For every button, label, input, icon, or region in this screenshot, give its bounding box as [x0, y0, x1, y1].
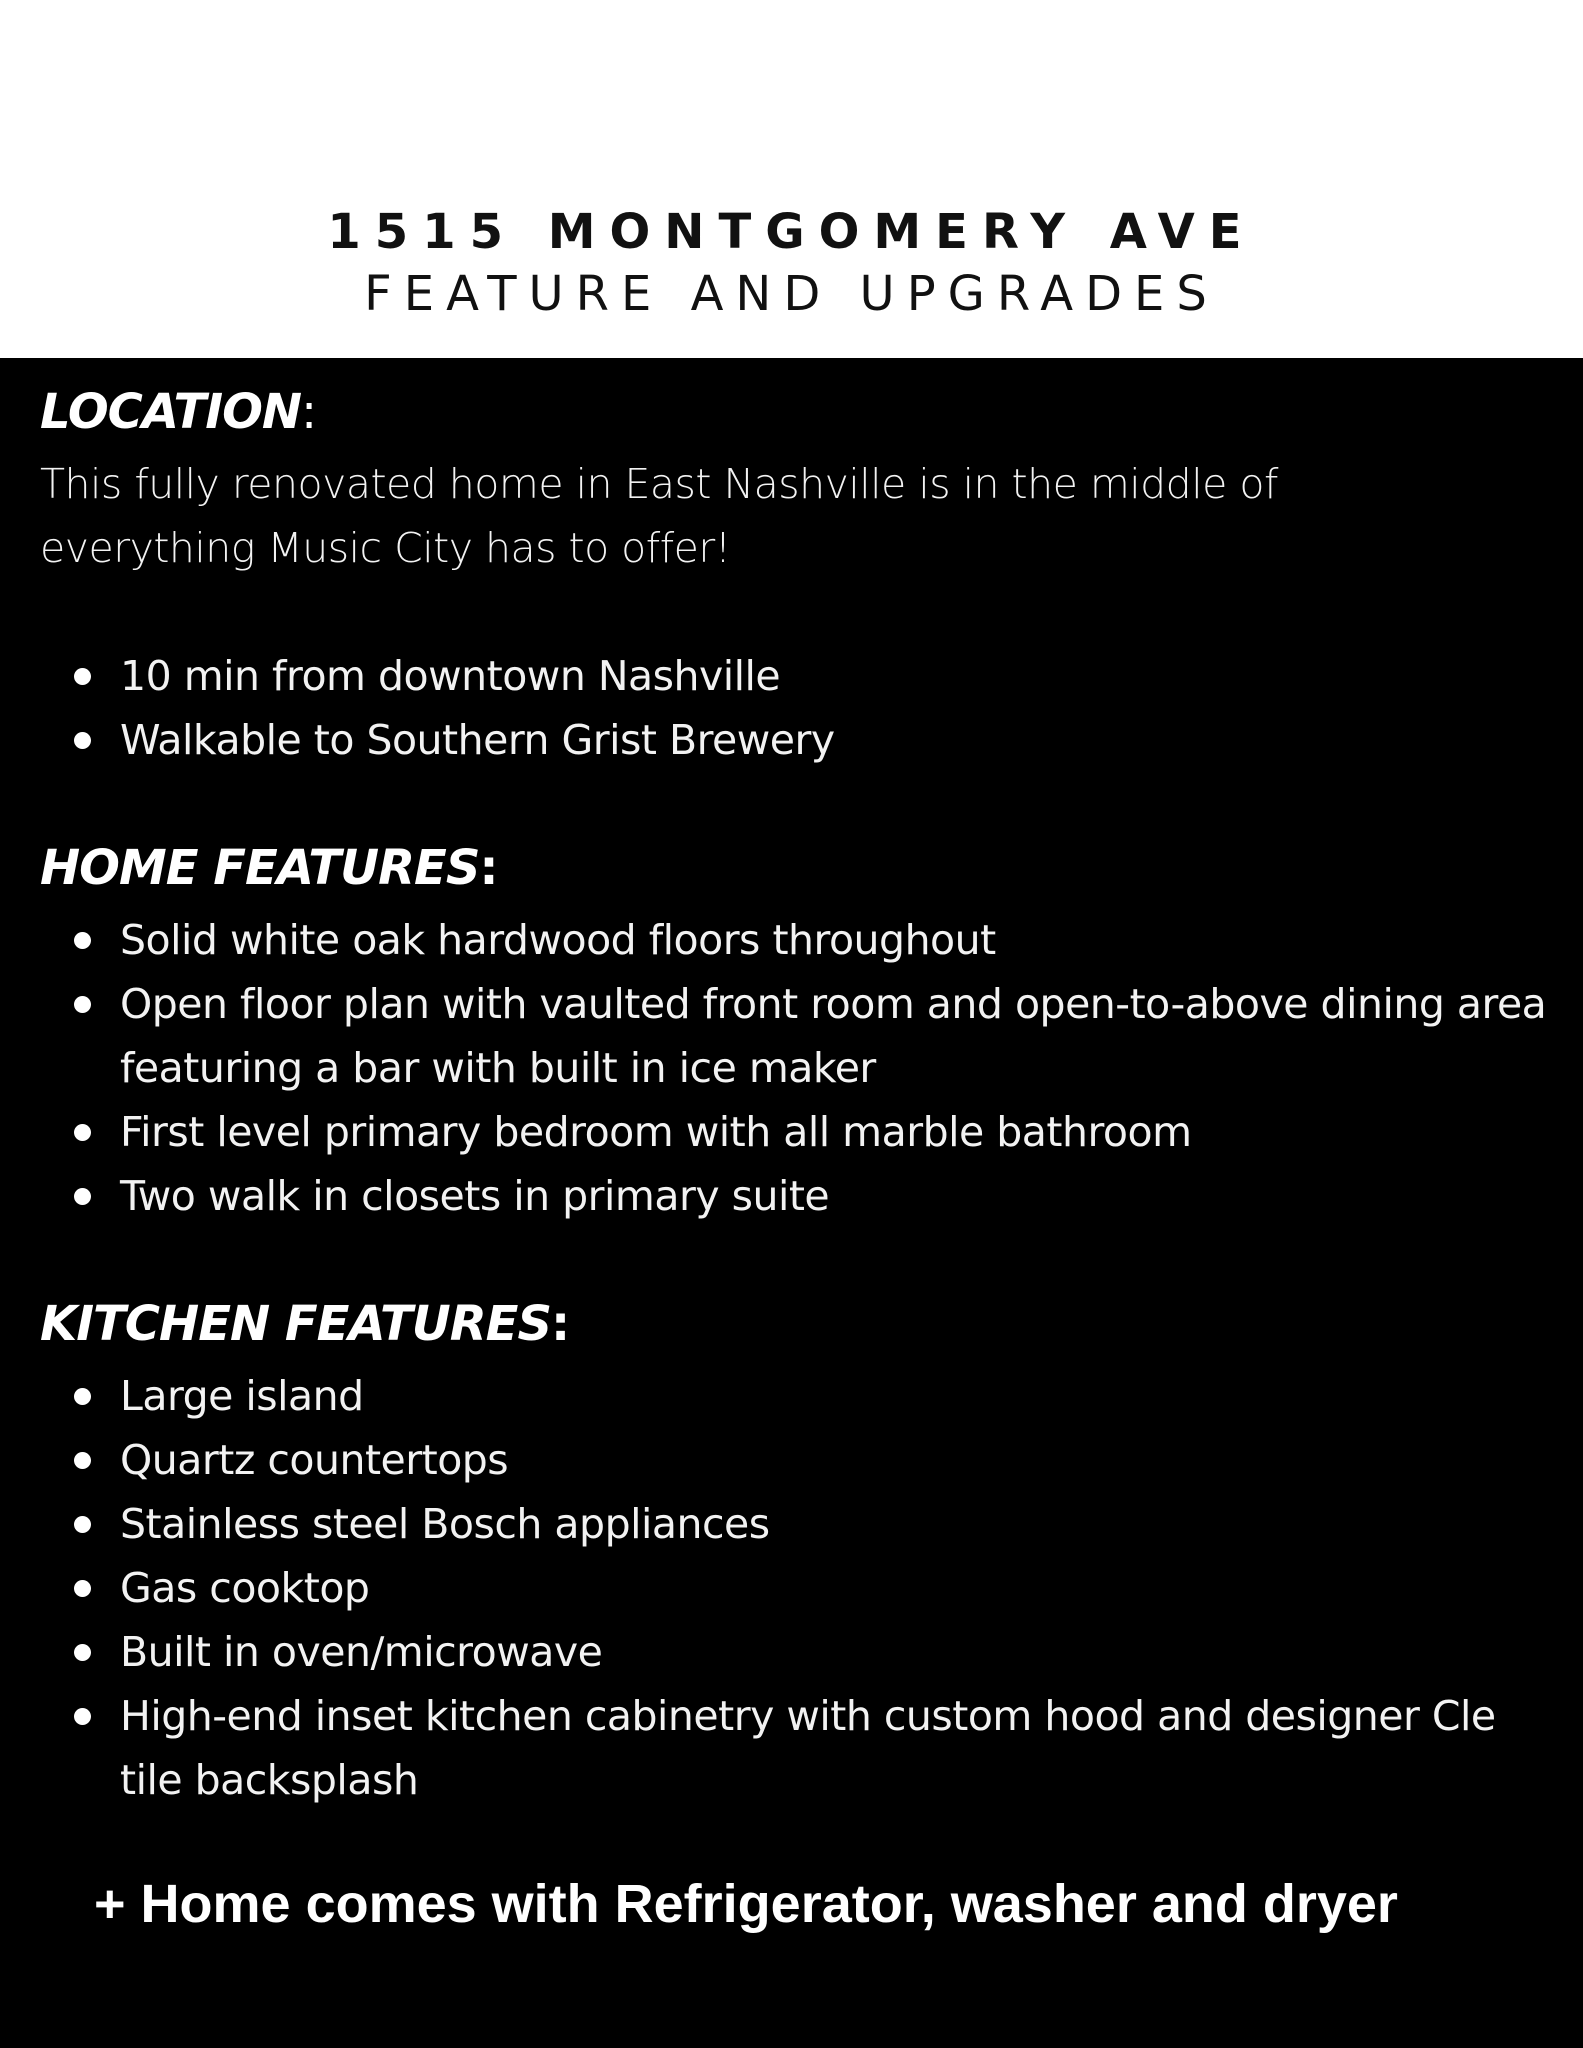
- list-item-text: Open floor plan with vaulted front room and open-to-above dining area featuring a bar with built in ice maker: [120, 980, 1547, 1092]
- home-features-list: [40, 908, 1560, 1228]
- bullet-icon: [74, 732, 91, 749]
- list-item: [40, 1556, 1560, 1620]
- list-item-text: Walkable to Southern Grist Brewery: [120, 716, 835, 764]
- header-banner: [0, 0, 1583, 358]
- list-item-text: Solid white oak hardwood floors throughout: [120, 916, 996, 964]
- list-item: [40, 1164, 1560, 1228]
- included-appliances-note: + Home comes with Refrigerator, washer and dryer: [94, 1874, 1398, 1934]
- kitchen-features-heading-text: KITCHEN FEATURES: [40, 1296, 552, 1352]
- list-item: [40, 644, 1560, 708]
- location-list: [40, 644, 1560, 772]
- bullet-icon: [74, 1124, 91, 1141]
- location-heading: [40, 372, 1560, 452]
- spacer: [40, 1228, 1560, 1284]
- list-item-text: Gas cooktop: [120, 1564, 370, 1612]
- list-item: [40, 1684, 1560, 1812]
- bullet-icon: [74, 1516, 91, 1533]
- kitchen-features-heading: [40, 1284, 1560, 1364]
- bullet-icon: [74, 1708, 91, 1725]
- bullet-icon: [74, 1388, 91, 1405]
- list-item: [40, 908, 1560, 972]
- list-item-text: High-end inset kitchen cabinetry with custom hood and designer Cle tile backsplash: [120, 1692, 1496, 1804]
- list-item: [40, 1364, 1560, 1428]
- kitchen-features-list: [40, 1364, 1560, 1812]
- location-heading-text: LOCATION: [40, 384, 302, 440]
- list-item-text: Built in oven/microwave: [120, 1628, 603, 1676]
- bullet-icon: [74, 996, 91, 1013]
- list-item: [40, 708, 1560, 772]
- page-subtitle: FEATURE AND UPGRADES: [364, 266, 1219, 322]
- bullet-icon: [74, 1580, 91, 1597]
- home-features-heading: [40, 828, 1560, 908]
- list-item-text: First level primary bedroom with all marble bathroom: [120, 1108, 1192, 1156]
- kitchen-features-heading-colon: :: [551, 1296, 570, 1352]
- bullet-icon: [74, 932, 91, 949]
- list-item: [40, 972, 1560, 1100]
- location-description-line-1: This fully renovated home in East Nashville is in the middle of: [40, 460, 1278, 508]
- bullet-icon: [74, 1452, 91, 1469]
- list-item-text: Stainless steel Bosch appliances: [120, 1500, 770, 1548]
- list-item-text: 10 min from downtown Nashville: [120, 652, 781, 700]
- feature-content: [40, 372, 1560, 1812]
- home-features-heading-text: HOME FEATURES: [40, 840, 480, 896]
- location-heading-colon: :: [301, 384, 317, 440]
- list-item-text: Quartz countertops: [120, 1436, 509, 1484]
- list-item: [40, 1492, 1560, 1556]
- property-address: 1515 MONTGOMERY AVE: [327, 204, 1256, 260]
- bullet-icon: [74, 1644, 91, 1661]
- bullet-icon: [74, 1188, 91, 1205]
- spacer: [40, 772, 1560, 828]
- list-item: [40, 1620, 1560, 1684]
- list-item-text: Two walk in closets in primary suite: [120, 1172, 830, 1220]
- home-features-heading-colon: :: [479, 840, 498, 896]
- bullet-icon: [74, 668, 91, 685]
- location-description-line-2: everything Music City has to offer!: [40, 524, 731, 572]
- list-item-text: Large island: [120, 1372, 364, 1420]
- spacer: [40, 580, 1560, 644]
- list-item: [40, 1100, 1560, 1164]
- list-item: [40, 1428, 1560, 1492]
